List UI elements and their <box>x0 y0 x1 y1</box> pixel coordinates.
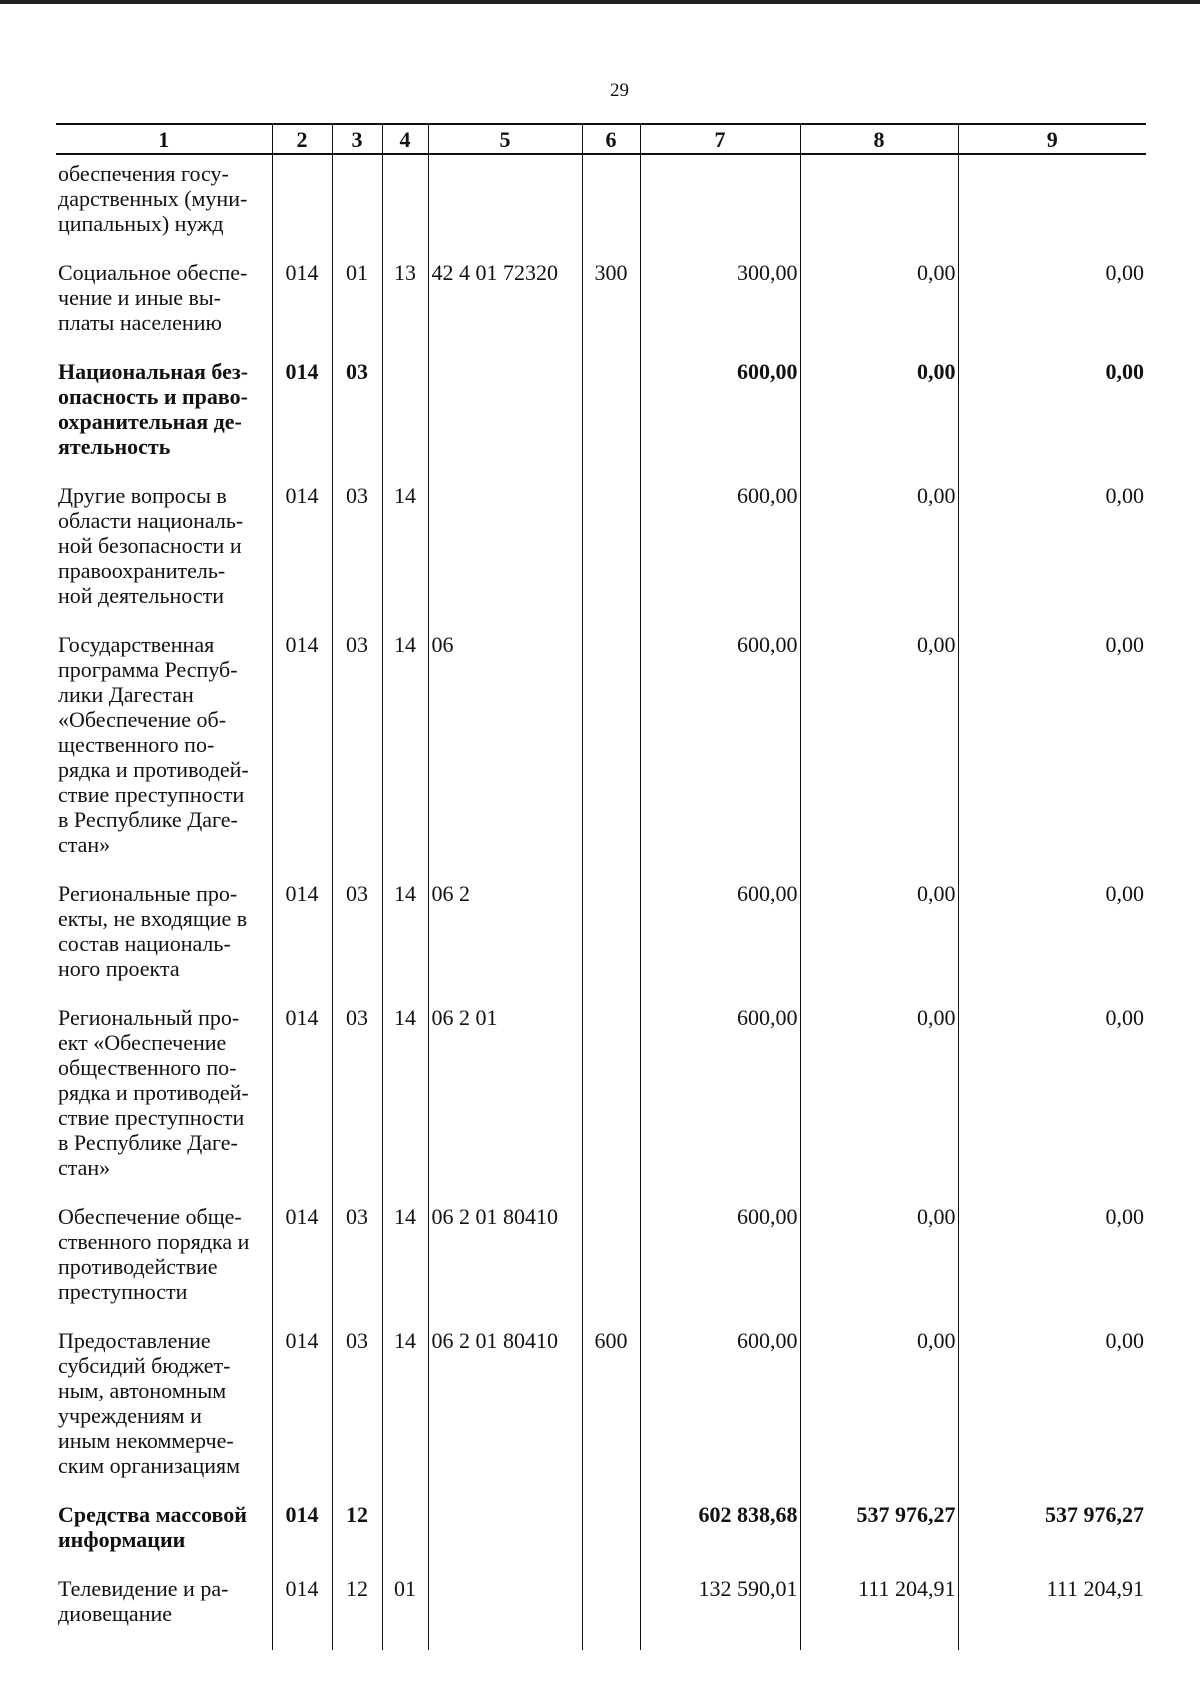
section-code-cell: 03 <box>332 359 382 483</box>
amount-col7-cell: 600,00 <box>640 1005 800 1204</box>
amount-col8-cell: 0,00 <box>800 632 958 881</box>
top-border-rule <box>0 0 1200 4</box>
amount-col8-cell: 0,00 <box>800 1005 958 1204</box>
expense-type-cell <box>582 483 640 632</box>
amount-col8-cell: 0,00 <box>800 1328 958 1502</box>
section-code-cell: 03 <box>332 1204 382 1328</box>
column-header: 6 <box>582 124 640 154</box>
section-code-cell: 03 <box>332 881 382 1005</box>
expense-type-cell <box>582 1502 640 1576</box>
column-header: 5 <box>428 124 582 154</box>
table-header-row <box>56 124 1146 154</box>
amount-col8-cell: 0,00 <box>800 359 958 483</box>
ministry-code-cell: 014 <box>272 881 332 1005</box>
subsection-code-cell: 14 <box>382 1328 428 1502</box>
target-article-cell: 42 4 01 72320 <box>428 260 582 359</box>
ministry-code-cell: 014 <box>272 1502 332 1576</box>
budget-table <box>56 123 1146 1650</box>
item-name-cell: Национальная без- опасность и право- охранительная де- ятельность <box>58 359 249 459</box>
table-row <box>56 359 1146 483</box>
item-name-cell: Государственная программа Респуб- лики Дагестан «Обеспечение об- щественного по- рядка и противодей- ствие преступности в Республике Даге- стан» <box>58 632 249 857</box>
target-article-cell <box>428 359 582 483</box>
ministry-code-cell: 014 <box>272 1005 332 1204</box>
amount-col8-cell: 0,00 <box>800 260 958 359</box>
item-name-cell: Средства массовой информации <box>58 1502 247 1552</box>
amount-col9-cell: 0,00 <box>958 1005 1146 1204</box>
amount-col7-cell: 600,00 <box>640 1204 800 1328</box>
item-name-cell: Региональные про- екты, не входящие в состав националь- ного проекта <box>58 881 248 981</box>
subsection-code-cell <box>382 359 428 483</box>
section-code-cell: 03 <box>332 632 382 881</box>
amount-col8-cell: 0,00 <box>800 1204 958 1328</box>
table-body <box>56 154 1146 1650</box>
ministry-code-cell: 014 <box>272 1328 332 1502</box>
subsection-code-cell: 01 <box>382 1576 428 1650</box>
table-row <box>56 881 1146 1005</box>
amount-col7-cell: 300,00 <box>640 260 800 359</box>
ministry-code-cell: 014 <box>272 483 332 632</box>
expense-type-cell: 300 <box>582 260 640 359</box>
ministry-code-cell: 014 <box>272 359 332 483</box>
item-name-cell: Обеспечение обще- ственного порядка и противодействие преступности <box>58 1204 250 1304</box>
expense-type-cell: 600 <box>582 1328 640 1502</box>
expense-type-cell <box>582 1204 640 1328</box>
amount-col9-cell: 0,00 <box>958 1204 1146 1328</box>
item-name-cell: Предоставление субсидий бюджет- ным, автономным учреждениям и иным некоммерче- ским организациям <box>58 1328 241 1478</box>
table-row <box>56 1005 1146 1204</box>
amount-col7-cell: 600,00 <box>640 881 800 1005</box>
section-code-cell: 12 <box>332 1576 382 1650</box>
ministry-code-cell: 014 <box>272 1576 332 1650</box>
ministry-code-cell <box>272 154 332 260</box>
table-row <box>56 483 1146 632</box>
subsection-code-cell: 14 <box>382 1005 428 1204</box>
ministry-code-cell: 014 <box>272 260 332 359</box>
amount-col9-cell: 0,00 <box>958 632 1146 881</box>
amount-col9-cell: 0,00 <box>958 359 1146 483</box>
subsection-code-cell <box>382 1502 428 1576</box>
table-row <box>56 632 1146 881</box>
amount-col7-cell: 132 590,01 <box>640 1576 800 1650</box>
expense-type-cell <box>582 881 640 1005</box>
table-row <box>56 154 1146 260</box>
amount-col7-cell <box>640 154 800 260</box>
target-article-cell: 06 2 01 80410 <box>428 1204 582 1328</box>
amount-col8-cell: 0,00 <box>800 483 958 632</box>
ministry-code-cell: 014 <box>272 632 332 881</box>
table-row <box>56 1502 1146 1576</box>
subsection-code-cell <box>382 154 428 260</box>
amount-col9-cell: 0,00 <box>958 881 1146 1005</box>
page-number: 29 <box>610 80 629 101</box>
expense-type-cell <box>582 359 640 483</box>
expense-type-cell <box>582 1005 640 1204</box>
target-article-cell <box>428 1502 582 1576</box>
table-row <box>56 1204 1146 1328</box>
target-article-cell: 06 2 01 80410 <box>428 1328 582 1502</box>
item-name-cell: Региональный про- ект «Обеспечение общественного по- рядка и противодей- ствие преступности в Республике Даге- стан» <box>58 1005 249 1180</box>
column-header: 7 <box>640 124 800 154</box>
target-article-cell: 06 2 01 <box>428 1005 582 1204</box>
target-article-cell <box>428 154 582 260</box>
column-header: 8 <box>800 124 958 154</box>
section-code-cell: 03 <box>332 483 382 632</box>
table-row <box>56 1328 1146 1502</box>
column-header: 1 <box>56 124 272 154</box>
amount-col8-cell: 0,00 <box>800 881 958 1005</box>
amount-col9-cell <box>958 154 1146 260</box>
amount-col9-cell: 537 976,27 <box>958 1502 1146 1576</box>
ministry-code-cell: 014 <box>272 1204 332 1328</box>
subsection-code-cell: 14 <box>382 483 428 632</box>
item-name-cell: Другие вопросы в области националь- ной безопасности и правоохранитель- ной деятельности <box>58 483 244 608</box>
table-row <box>56 1576 1146 1650</box>
section-code-cell <box>332 154 382 260</box>
table-row <box>56 260 1146 359</box>
amount-col7-cell: 600,00 <box>640 1328 800 1502</box>
target-article-cell <box>428 1576 582 1650</box>
expense-type-cell <box>582 1576 640 1650</box>
target-article-cell: 06 <box>428 632 582 881</box>
section-code-cell: 12 <box>332 1502 382 1576</box>
section-code-cell: 03 <box>332 1328 382 1502</box>
item-name-cell: Социальное обеспе- чение и иные вы- платы населению <box>58 260 248 335</box>
column-header: 9 <box>958 124 1146 154</box>
expense-type-cell <box>582 154 640 260</box>
amount-col9-cell: 0,00 <box>958 483 1146 632</box>
subsection-code-cell: 14 <box>382 1204 428 1328</box>
column-header: 4 <box>382 124 428 154</box>
item-name-cell: обеспечения госу- дарственных (муни- ципальных) нужд <box>58 161 248 236</box>
expense-type-cell <box>582 632 640 881</box>
column-header: 2 <box>272 124 332 154</box>
amount-col8-cell <box>800 154 958 260</box>
amount-col7-cell: 600,00 <box>640 632 800 881</box>
amount-col9-cell: 0,00 <box>958 260 1146 359</box>
subsection-code-cell: 13 <box>382 260 428 359</box>
amount-col7-cell: 602 838,68 <box>640 1502 800 1576</box>
amount-col9-cell: 0,00 <box>958 1328 1146 1502</box>
subsection-code-cell: 14 <box>382 881 428 1005</box>
subsection-code-cell: 14 <box>382 632 428 881</box>
amount-col7-cell: 600,00 <box>640 359 800 483</box>
amount-col7-cell: 600,00 <box>640 483 800 632</box>
amount-col8-cell: 111 204,91 <box>800 1576 958 1650</box>
item-name-cell: Телевидение и ра- диовещание <box>58 1576 229 1626</box>
target-article-cell: 06 2 <box>428 881 582 1005</box>
column-header: 3 <box>332 124 382 154</box>
section-code-cell: 01 <box>332 260 382 359</box>
amount-col9-cell: 111 204,91 <box>958 1576 1146 1650</box>
target-article-cell <box>428 483 582 632</box>
amount-col8-cell: 537 976,27 <box>800 1502 958 1576</box>
section-code-cell: 03 <box>332 1005 382 1204</box>
